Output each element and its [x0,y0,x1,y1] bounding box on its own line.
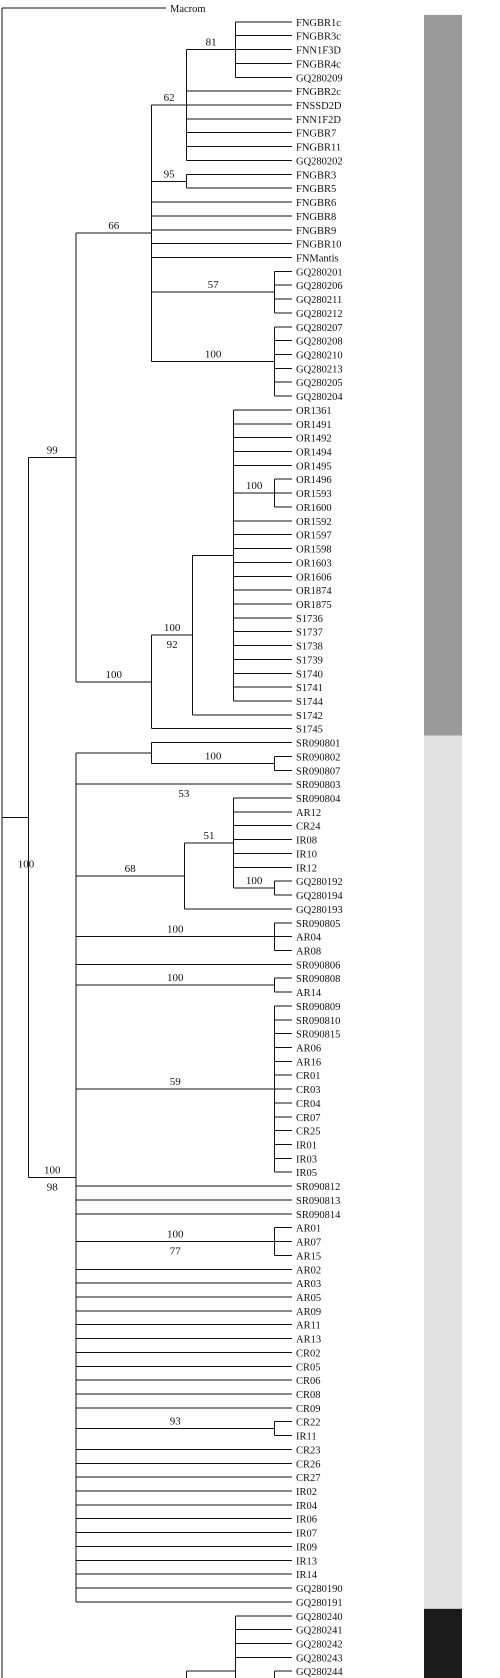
taxon-label: AR13 [296,1334,322,1346]
support-value: 92 [166,639,178,652]
taxon-label: CR25 [296,1126,321,1138]
taxon-label: FNGBR1c [296,17,341,29]
taxon-label: SR090809 [296,1001,341,1013]
support-value: 100 [43,1164,61,1177]
taxon-label: GQ280204 [296,392,343,404]
taxon-label: IR04 [296,1500,317,1512]
taxon-label: CR02 [296,1348,321,1360]
taxon-label: AR01 [296,1223,322,1235]
taxon-label: SR090805 [296,918,341,930]
taxon-label: SR090812 [296,1182,341,1194]
taxon-label: AR14 [296,988,322,1000]
taxon-label: OR1495 [296,461,332,473]
support-value: 77 [169,1245,181,1258]
taxon-label: GQ280194 [296,891,343,903]
support-value: 100 [166,923,184,936]
taxon-label: FNGBR3c [296,31,341,43]
taxon-label: GQ280209 [296,73,343,85]
taxon-label: IR03 [296,1154,317,1166]
taxon-label: AR03 [296,1279,322,1291]
taxon-label: FNGBR10 [296,239,342,251]
taxon-label: FNN1F2D [296,114,341,126]
taxon-label: SR090810 [296,1015,341,1027]
taxon-label: CR03 [296,1085,321,1097]
taxon-label: IR14 [296,1570,317,1582]
support-value: 100 [163,622,181,635]
taxon-label: AR11 [296,1320,321,1332]
taxon-label: OR1593 [296,489,332,501]
taxon-label: FNGBR8 [296,211,337,223]
taxon-label: OR1361 [296,405,332,417]
support-value: 98 [46,1181,58,1194]
support-value: 100 [204,750,222,763]
support-value: 57 [207,279,219,292]
taxon-label: FNGBR3 [296,170,337,182]
support-value: 93 [169,1415,181,1428]
support-value: 100 [166,972,184,985]
taxon-label: SR090813 [296,1195,341,1207]
taxon-label: CR07 [296,1112,321,1124]
group-bar [424,736,462,1609]
group-bar [424,15,462,736]
taxon-label: OR1492 [296,433,332,445]
taxon-label: CR09 [296,1403,321,1415]
taxon-label: IR06 [296,1514,317,1526]
taxon-label: IR05 [296,1168,317,1180]
support-value: 100 [105,668,122,681]
taxon-label: SR090815 [296,1029,341,1041]
taxon-label: FNGBR6 [296,198,337,210]
taxon-label: SR090814 [296,1209,341,1221]
taxon-label: IR08 [296,835,317,847]
taxon-label: AR06 [296,1043,322,1055]
taxon-label: CR08 [296,1390,321,1401]
taxon-label: GQ280192 [296,877,343,889]
taxon-label: GQ280202 [296,156,343,168]
taxon-label: IR12 [296,863,317,875]
taxon-label: OR1491 [296,419,332,431]
taxon-label: OR1606 [296,572,332,584]
taxon-label: GQ280212 [296,308,343,320]
support-value: 81 [205,36,217,49]
taxon-label: CR22 [296,1417,321,1429]
taxon-label: GQ280243 [296,1653,343,1665]
taxon-label: GQ280207 [296,322,343,334]
taxon-label: CR01 [296,1071,321,1083]
taxon-label: FNGBR7 [296,128,337,140]
taxon-label: IR09 [296,1542,317,1554]
taxon-label: AR05 [296,1292,322,1304]
taxon-label: FNGBR5 [296,184,337,196]
taxon-label: FNSSD2D [296,101,342,113]
taxon-label: AR08 [296,946,322,958]
taxon-label: AR09 [296,1306,322,1318]
taxon-label: CR05 [296,1362,321,1374]
taxon-label: OR1496 [296,475,332,487]
taxon-label: S1737 [296,627,323,639]
taxon-label: OR1597 [296,530,332,542]
taxon-label: GQ280190 [296,1584,343,1596]
taxon-label: AR04 [296,932,322,944]
taxon-label: FNGBR4c [296,59,341,71]
support-value: 59 [169,1076,181,1089]
taxon-label: SR090801 [296,738,341,750]
taxon-label: GQ280201 [296,267,343,279]
taxon-label: FNGBR2c [296,87,341,99]
taxon-label: GQ280205 [296,378,343,390]
taxon-label: CR23 [296,1445,321,1457]
taxon-label: GQ280206 [296,281,343,293]
taxon-label: IR02 [296,1487,317,1499]
taxon-label: FNGBR11 [296,142,342,154]
taxon-label: IR11 [296,1431,317,1443]
taxon-label: GQ280193 [296,904,343,916]
taxon-label: FNMantis [296,253,339,265]
taxon-label: SR090807 [296,766,341,778]
support-value: 100 [245,480,263,493]
support-value: 53 [178,788,190,801]
support-value: 99 [46,444,58,457]
support-value: 66 [108,220,120,233]
taxon-label: S1736 [296,613,323,625]
taxon-label: OR1875 [296,599,332,611]
taxon-label: CR26 [296,1459,321,1471]
taxon-label: AR15 [296,1251,322,1263]
taxon-label: FNGBR9 [296,225,337,237]
taxon-labels [170,4,343,1678]
clade-bars [424,15,462,1678]
taxon-label: AR12 [296,807,322,819]
support-value: 95 [163,168,175,181]
group-bar [424,1609,462,1678]
support-value: 100 [204,348,222,361]
taxon-label: S1742 [296,710,323,722]
taxon-label: GQ280211 [296,295,343,307]
taxon-label: AR16 [296,1057,322,1069]
taxon-label: OR1494 [296,447,332,459]
taxon-label: FNN1F3D [296,45,341,57]
taxon-label: S1745 [296,724,323,736]
taxon-label: OR1600 [296,502,332,514]
taxon-label: SR090803 [296,780,341,792]
taxon-label: OR1603 [296,558,332,570]
taxon-label: S1740 [296,669,323,681]
support-values [18,37,264,1678]
tree-branches [2,8,292,1678]
support-value: 68 [124,862,136,875]
support-value: 100 [166,1228,184,1241]
taxon-label: GQ280241 [296,1625,343,1637]
support-value: 100 [17,858,35,871]
taxon-label: CR27 [296,1473,321,1485]
taxon-label: OR1874 [296,586,332,598]
taxon-label: GQ280210 [296,350,343,362]
taxon-label: SR090808 [296,974,341,986]
taxon-label: GQ280240 [296,1611,343,1623]
taxon-label: GQ280208 [296,336,343,348]
taxon-label: GQ280213 [296,364,343,376]
taxon-label: AR02 [296,1265,322,1277]
taxon-label: CR24 [296,821,321,833]
support-value: 51 [203,830,215,843]
taxon-label: S1741 [296,683,323,695]
taxon-label: OR1592 [296,516,332,528]
taxon-label: GQ280244 [296,1667,343,1678]
taxon-label: OR1598 [296,544,332,556]
taxon-label: GQ280242 [296,1639,343,1651]
taxon-label: IR01 [296,1140,317,1152]
taxon-label: IR07 [296,1528,317,1540]
support-value: 62 [163,92,175,105]
taxon-label: CR04 [296,1098,321,1110]
support-value: 100 [245,875,263,888]
taxon-label: S1744 [296,697,323,708]
taxon-label: IR13 [296,1556,317,1568]
taxon-label: SR090802 [296,752,341,764]
taxon-label: IR10 [296,849,317,861]
taxon-label: CR06 [296,1376,321,1388]
taxon-label: S1739 [296,655,323,667]
taxon-label: S1738 [296,641,323,653]
taxon-label: SR090806 [296,960,341,972]
taxon-label: SR090804 [296,794,341,806]
taxon-label: AR07 [296,1237,322,1249]
taxon-label: Macrom [170,4,206,15]
taxon-label: GQ280191 [296,1597,343,1609]
